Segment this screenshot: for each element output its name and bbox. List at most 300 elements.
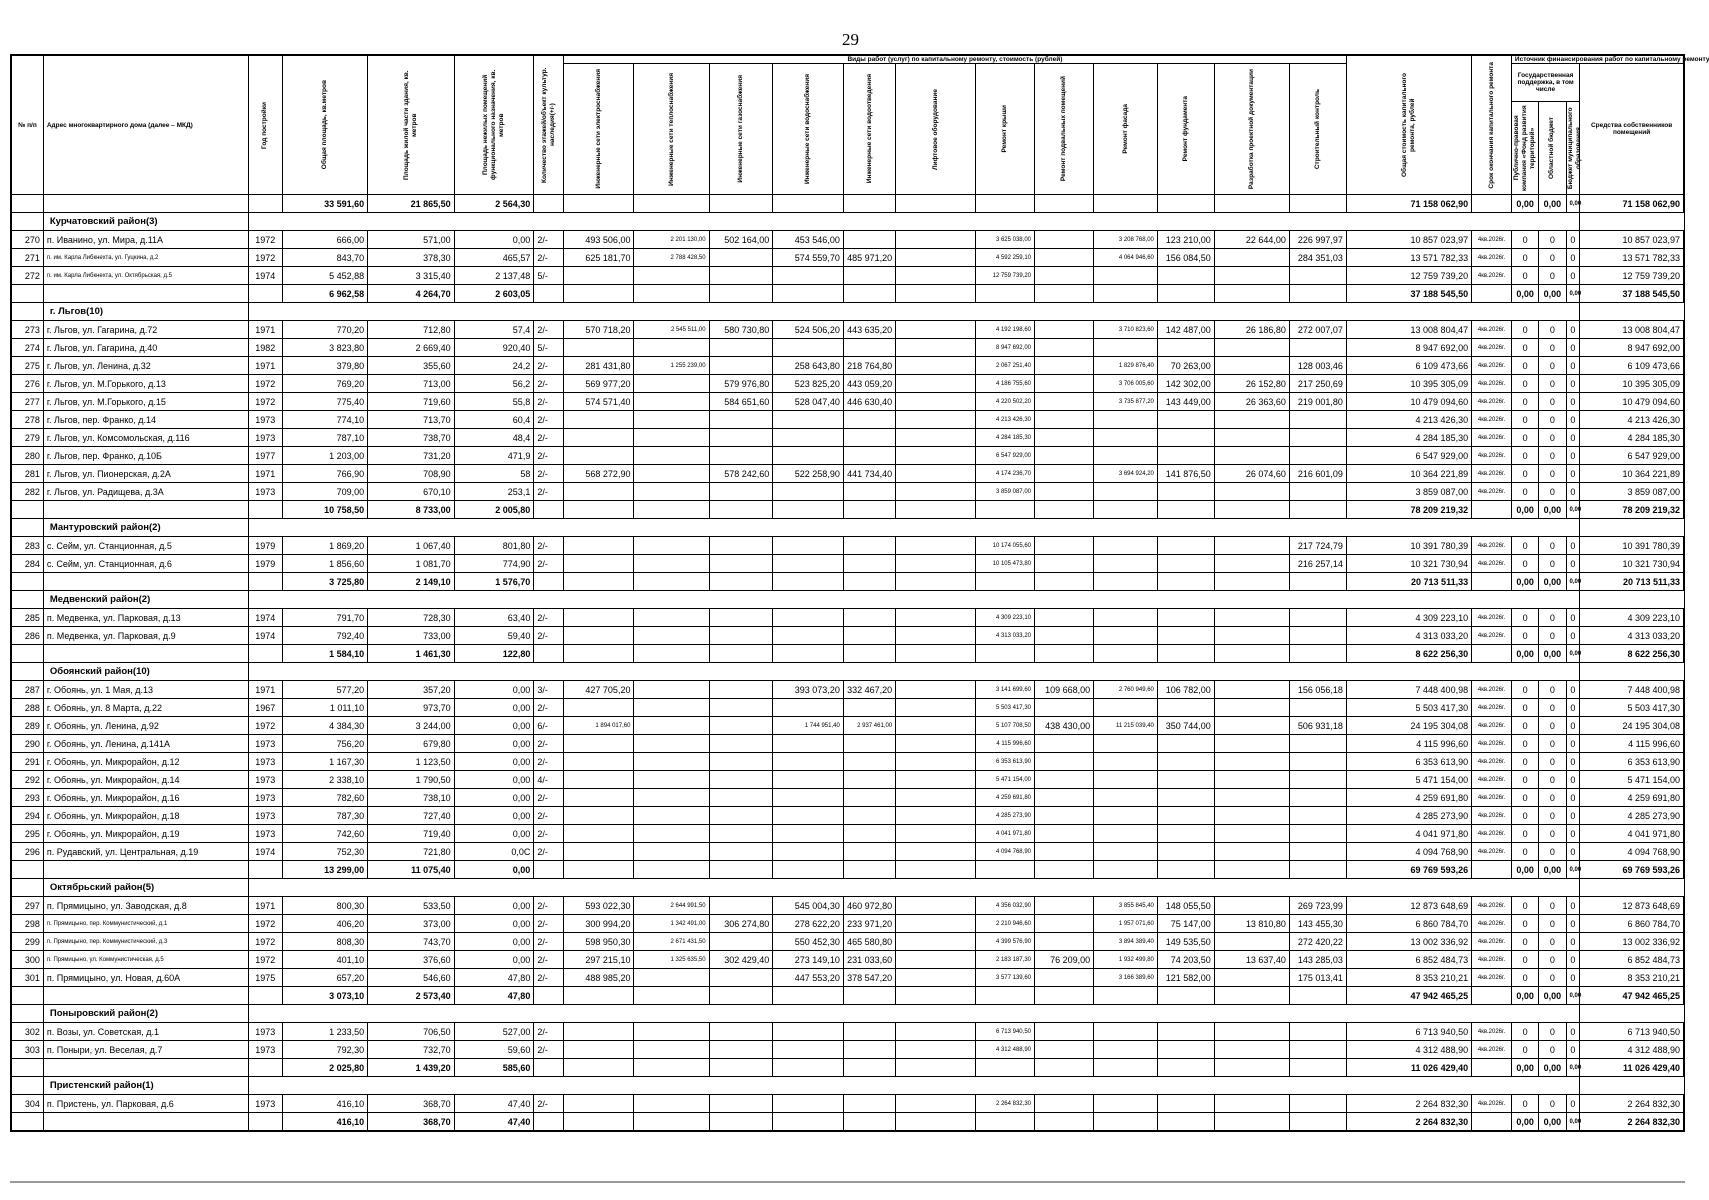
work-cost-5 [843,267,895,285]
table-row [12,231,1684,249]
work-cost-12 [1289,1041,1346,1059]
work-cost-12 [1289,1023,1346,1041]
deadline: 4кв.2026г. [1472,825,1512,843]
total-area: 774,10 [282,411,367,429]
deadline [1472,1113,1512,1131]
regional-value: 0 [1539,375,1566,393]
nonliving-area: 1 576,70 [454,573,534,591]
total-area: 5 452,88 [282,267,367,285]
total-area: 2 025,80 [282,1059,367,1077]
work-cost-2: 1 325 635,50 [634,951,709,969]
work-cost-4 [773,447,844,465]
nonliving-area: 0,00 [454,735,534,753]
total-area: 843,70 [282,249,367,267]
own-funds: 3 859 087,00 [1580,483,1684,501]
municipal-value: 0 [1566,789,1580,807]
work-cost-7: 4 592 259,10 [975,249,1034,267]
work-cost-10: 148 055,50 [1157,897,1214,915]
empty-cell [843,573,895,591]
living-area: 21 865,50 [368,195,454,213]
work-cost-3 [709,753,773,771]
work-cost-1 [563,627,634,645]
nonliving-area: 0,00 [454,915,534,933]
nonliving-area: 0,00 [454,897,534,915]
work-cost-10: 106 782,00 [1157,681,1214,699]
floors: 2/- [534,969,564,987]
row-year: 1973 [248,753,282,771]
regional-value: 0 [1539,231,1566,249]
work-cost-6 [896,321,976,339]
work-cost-11 [1214,933,1289,951]
living-area: 11 075,40 [368,861,454,879]
municipal-value: 0 [1566,249,1580,267]
work-cost-4: 528 047,40 [773,393,844,411]
fund-value: 0,00 [1511,645,1538,663]
work-cost-12: 217 724,79 [1289,537,1346,555]
total-cost: 6 713 940,50 [1346,1023,1471,1041]
row-no [12,285,44,303]
deadline: 4кв.2026г. [1472,789,1512,807]
work-cost-6 [896,897,976,915]
work-cost-2: 2 644 991,50 [634,897,709,915]
total-cost: 8 622 256,30 [1346,645,1471,663]
row-year: 1972 [248,951,282,969]
work-cost-6 [896,447,976,465]
regional-value: 0,00 [1539,645,1566,663]
header-living-area: Площадь жилой части здания, кв. метров [368,56,454,195]
table-row [12,915,1684,933]
own-funds: 8 622 256,30 [1580,645,1684,663]
floors: 2/- [534,411,564,429]
work-cost-9: 1 957 071,60 [1094,915,1158,933]
work-cost-4 [773,1041,844,1059]
municipal-value: 0,00 [1566,987,1580,1005]
fund-value: 0 [1511,411,1538,429]
deadline: 4кв.2026г. [1472,339,1512,357]
deadline [1472,1059,1512,1077]
work-cost-9: 3 706 005,60 [1094,375,1158,393]
empty-cell [563,861,634,879]
work-cost-4 [773,1095,844,1113]
work-cost-8 [1035,771,1094,789]
empty-cell [1214,285,1289,303]
total-cost: 4 312 488,90 [1346,1041,1471,1059]
work-cost-6 [896,249,976,267]
work-cost-4: 524 506,20 [773,321,844,339]
work-cost-5 [843,843,895,861]
work-cost-8 [1035,609,1094,627]
floors: 2/- [534,807,564,825]
work-cost-7: 10 174 055,60 [975,537,1034,555]
living-area: 2 669,40 [368,339,454,357]
total-area: 766,90 [282,465,367,483]
municipal-value: 0 [1566,699,1580,717]
empty-cell [773,645,844,663]
floors: 2/- [534,915,564,933]
living-area: 4 264,70 [368,285,454,303]
work-cost-10 [1157,627,1214,645]
work-cost-12 [1289,825,1346,843]
row-no: 294 [12,807,44,825]
work-cost-2 [634,843,709,861]
fund-value: 0 [1511,231,1538,249]
nonliving-area: 0,00 [454,861,534,879]
total-area: 1 203,00 [282,447,367,465]
living-area: 728,30 [368,609,454,627]
own-funds: 7 448 400,98 [1580,681,1684,699]
work-cost-4: 258 643,80 [773,357,844,375]
total-area: 782,60 [282,789,367,807]
work-cost-7: 3 577 139,60 [975,969,1034,987]
work-cost-9 [1094,807,1158,825]
row-no: 290 [12,735,44,753]
total-area: 775,40 [282,393,367,411]
empty-cell [896,1113,976,1131]
fund-value: 0 [1511,393,1538,411]
own-funds: 12 873 648,69 [1580,897,1684,915]
total-cost: 71 158 062,90 [1346,195,1471,213]
work-cost-12: 216 601,09 [1289,465,1346,483]
deadline: 4кв.2026г. [1472,753,1512,771]
total-cost: 11 026 429,40 [1346,1059,1471,1077]
floors: 2/- [534,699,564,717]
empty-cell [563,285,634,303]
subtotal-row [12,285,1684,303]
empty-cell [843,195,895,213]
fund-value: 0 [1511,735,1538,753]
work-cost-6 [896,411,976,429]
empty-cell [896,285,976,303]
row-no: 276 [12,375,44,393]
regional-value: 0 [1539,609,1566,627]
total-area: 379,80 [282,357,367,375]
work-cost-10 [1157,411,1214,429]
work-cost-9: 3 166 389,60 [1094,969,1158,987]
own-funds: 6 852 484,73 [1580,951,1684,969]
row-address [43,645,248,663]
empty-cell [1094,573,1158,591]
row-address: г. Льгов, ул. Гагарина, д.40 [43,339,248,357]
regional-value: 0 [1539,339,1566,357]
work-cost-3 [709,357,773,375]
work-cost-3: 584 651,60 [709,393,773,411]
living-area: 376,60 [368,951,454,969]
work-cost-1: 488 985,20 [563,969,634,987]
row-address: г. Льгов, пер. Франко, д.14 [43,411,248,429]
total-cost: 10 391 780,39 [1346,537,1471,555]
row-filler [248,879,1580,897]
living-area: 708,90 [368,465,454,483]
empty-cell [1094,987,1158,1005]
work-cost-2 [634,681,709,699]
work-cost-2 [634,465,709,483]
own-funds: 13 002 336,92 [1580,933,1684,951]
row-year: 1972 [248,375,282,393]
work-cost-1 [563,1095,634,1113]
work-cost-4: 1 744 951,40 [773,717,844,735]
own-funds: 6 860 784,70 [1580,915,1684,933]
total-area: 800,30 [282,897,367,915]
work-cost-5: 465 580,80 [843,933,895,951]
work-cost-5 [843,1041,895,1059]
floors: 2/- [534,231,564,249]
header-work-water: Инженерные сети водоснабжения [773,64,844,195]
fund-value: 0 [1511,807,1538,825]
fund-value: 0 [1511,681,1538,699]
header-work-facade: Ремонт фасада [1094,64,1158,195]
regional-value: 0 [1539,915,1566,933]
row-address: п. Прямицыно, ул. Коммунистическая, д.5 [43,951,248,969]
deadline: 4кв.2026г. [1472,375,1512,393]
living-area: 368,70 [368,1095,454,1113]
empty-cell [1289,285,1346,303]
header-fin-group: Источник финансирования работ по капитальному ремонту [1511,56,1683,64]
row-year: 1972 [248,393,282,411]
work-cost-4: 278 622,20 [773,915,844,933]
work-cost-8 [1035,627,1094,645]
municipal-value: 0 [1566,339,1580,357]
deadline: 4кв.2026г. [1472,969,1512,987]
table-row [12,429,1684,447]
nonliving-area: 465,57 [454,249,534,267]
total-cost: 24 195 304,08 [1346,717,1471,735]
district-name: Курчатовский район(3) [43,213,248,231]
own-funds: 4 284 185,30 [1580,429,1684,447]
district-row [12,1077,1684,1095]
empty-cell [843,285,895,303]
row-year: 1974 [248,843,282,861]
work-cost-6 [896,609,976,627]
fund-value: 0 [1511,627,1538,645]
nonliving-area: 0,00 [454,771,534,789]
municipal-value: 0 [1566,357,1580,375]
work-cost-4: 522 258,90 [773,465,844,483]
subtotal-row [12,987,1684,1005]
work-cost-7: 4 115 996,60 [975,735,1034,753]
row-address: п. Медвенка, ул. Парковая, д.13 [43,609,248,627]
total-area: 3 073,10 [282,987,367,1005]
living-area: 706,50 [368,1023,454,1041]
work-cost-1: 427 705,20 [563,681,634,699]
work-cost-11 [1214,537,1289,555]
row-no [12,1059,44,1077]
nonliving-area: 585,60 [454,1059,534,1077]
work-cost-8 [1035,915,1094,933]
empty-cell [563,987,634,1005]
floors: 2/- [534,465,564,483]
empty-cell [1035,987,1094,1005]
row-no: 273 [12,321,44,339]
work-cost-12: 284 351,03 [1289,249,1346,267]
work-cost-2: 2 201 130,00 [634,231,709,249]
own-funds: 4 285 273,90 [1580,807,1684,825]
work-cost-10 [1157,1095,1214,1113]
page-number: 29 [842,30,859,49]
deadline: 4кв.2026г. [1472,627,1512,645]
empty-cell [896,861,976,879]
fund-value: 0,00 [1511,195,1538,213]
living-area: 378,30 [368,249,454,267]
empty-cell [1214,1113,1289,1131]
work-cost-1 [563,339,634,357]
total-area: 770,20 [282,321,367,339]
deadline [1472,573,1512,591]
fund-value: 0 [1511,843,1538,861]
empty-cell [709,1113,773,1131]
empty-cell [709,501,773,519]
work-cost-7: 4 285 273,90 [975,807,1034,825]
table-row [12,357,1684,375]
deadline: 4кв.2026г. [1472,897,1512,915]
work-cost-11 [1214,735,1289,753]
living-area: 733,00 [368,627,454,645]
subtotal-row [12,501,1684,519]
row-no [12,195,44,213]
header-work-roof: Ремонт крыши [975,64,1034,195]
work-cost-2 [634,483,709,501]
work-cost-10: 350 744,00 [1157,717,1214,735]
work-cost-1 [563,807,634,825]
total-cost: 20 713 511,33 [1346,573,1471,591]
district-name: г. Льгов(10) [43,303,248,321]
work-cost-9: 1 932 499,80 [1094,951,1158,969]
work-cost-7: 4 309 223,10 [975,609,1034,627]
row-no: 281 [12,465,44,483]
work-cost-2 [634,267,709,285]
regional-value: 0 [1539,717,1566,735]
regional-value: 0 [1539,447,1566,465]
fund-value: 0,00 [1511,1113,1538,1131]
work-cost-6 [896,627,976,645]
work-cost-12: 143 285,03 [1289,951,1346,969]
work-cost-7: 3 141 699,60 [975,681,1034,699]
living-area: 719,40 [368,825,454,843]
work-cost-7: 2 183 187,30 [975,951,1034,969]
work-cost-10: 74 203,50 [1157,951,1214,969]
work-cost-9: 1 829 876,40 [1094,357,1158,375]
nonliving-area: 63,40 [454,609,534,627]
regional-value: 0,00 [1539,1113,1566,1131]
empty-cell [1289,1059,1346,1077]
empty-cell [1214,987,1289,1005]
work-cost-5: 233 971,20 [843,915,895,933]
empty-cell [1214,573,1289,591]
work-cost-5: 441 734,40 [843,465,895,483]
work-cost-2 [634,627,709,645]
row-address: г. Обоянь, ул. Микрорайон, д.12 [43,753,248,771]
row-year: 1973 [248,411,282,429]
municipal-value: 0 [1566,393,1580,411]
work-cost-9 [1094,1041,1158,1059]
work-cost-5: 218 764,80 [843,357,895,375]
work-cost-3 [709,843,773,861]
regional-value: 0 [1539,807,1566,825]
work-cost-10: 143 449,00 [1157,393,1214,411]
work-cost-5: 446 630,40 [843,393,895,411]
fund-value: 0 [1511,321,1538,339]
work-cost-10: 156 084,50 [1157,249,1214,267]
row-no: 300 [12,951,44,969]
row-year: 1973 [248,429,282,447]
work-cost-11: 13 637,40 [1214,951,1289,969]
work-cost-4 [773,555,844,573]
work-cost-1 [563,753,634,771]
municipal-value: 0 [1566,771,1580,789]
own-funds: 20 713 511,33 [1580,573,1684,591]
work-cost-2 [634,1023,709,1041]
work-cost-3 [709,897,773,915]
work-cost-11 [1214,357,1289,375]
work-cost-8 [1035,1023,1094,1041]
work-cost-1: 568 272,90 [563,465,634,483]
nonliving-area: 48,4 [454,429,534,447]
empty-cell [709,1059,773,1077]
fund-value: 0 [1511,717,1538,735]
empty-cell [1094,645,1158,663]
living-area: 1 081,70 [368,555,454,573]
living-area: 731,20 [368,447,454,465]
empty-cell [1094,1113,1158,1131]
empty-cell [1289,501,1346,519]
municipal-value: 0 [1566,825,1580,843]
municipal-value: 0,00 [1566,645,1580,663]
deadline: 4кв.2026г. [1472,771,1512,789]
work-cost-8 [1035,699,1094,717]
work-cost-2 [634,1095,709,1113]
work-cost-8 [1035,753,1094,771]
district-name: Поныровский район(2) [43,1005,248,1023]
page-bottom-rule [10,1181,1685,1183]
work-cost-6 [896,1023,976,1041]
row-no: 301 [12,969,44,987]
total-area: 1 011,10 [282,699,367,717]
fund-value: 0,00 [1511,285,1538,303]
empty-cell [1035,195,1094,213]
row-year: 1971 [248,897,282,915]
row-year: 1982 [248,339,282,357]
fund-value: 0 [1511,789,1538,807]
work-cost-1 [563,789,634,807]
own-funds: 11 026 429,40 [1580,1059,1684,1077]
fund-value: 0 [1511,555,1538,573]
work-cost-11 [1214,1023,1289,1041]
empty-cell [1214,195,1289,213]
work-cost-7: 2 264 832,30 [975,1095,1034,1113]
empty-cell [1035,501,1094,519]
regional-value: 0 [1539,681,1566,699]
table-row [12,789,1684,807]
table-row [12,933,1684,951]
table-row [12,627,1684,645]
row-year: 1972 [248,231,282,249]
work-cost-12 [1289,627,1346,645]
fund-value: 0 [1511,915,1538,933]
subtotal-row [12,645,1684,663]
deadline: 4кв.2026г. [1472,609,1512,627]
row-address [43,1059,248,1077]
deadline: 4кв.2026г. [1472,699,1512,717]
nonliving-area: 471,9 [454,447,534,465]
empty-cell [634,285,709,303]
empty-cell [1157,645,1214,663]
row-no: 302 [12,1023,44,1041]
living-area: 973,70 [368,699,454,717]
own-funds: 71 158 062,90 [1580,195,1684,213]
total-area: 752,30 [282,843,367,861]
work-cost-8 [1035,393,1094,411]
row-no: 288 [12,699,44,717]
own-funds: 6 353 613,90 [1580,753,1684,771]
